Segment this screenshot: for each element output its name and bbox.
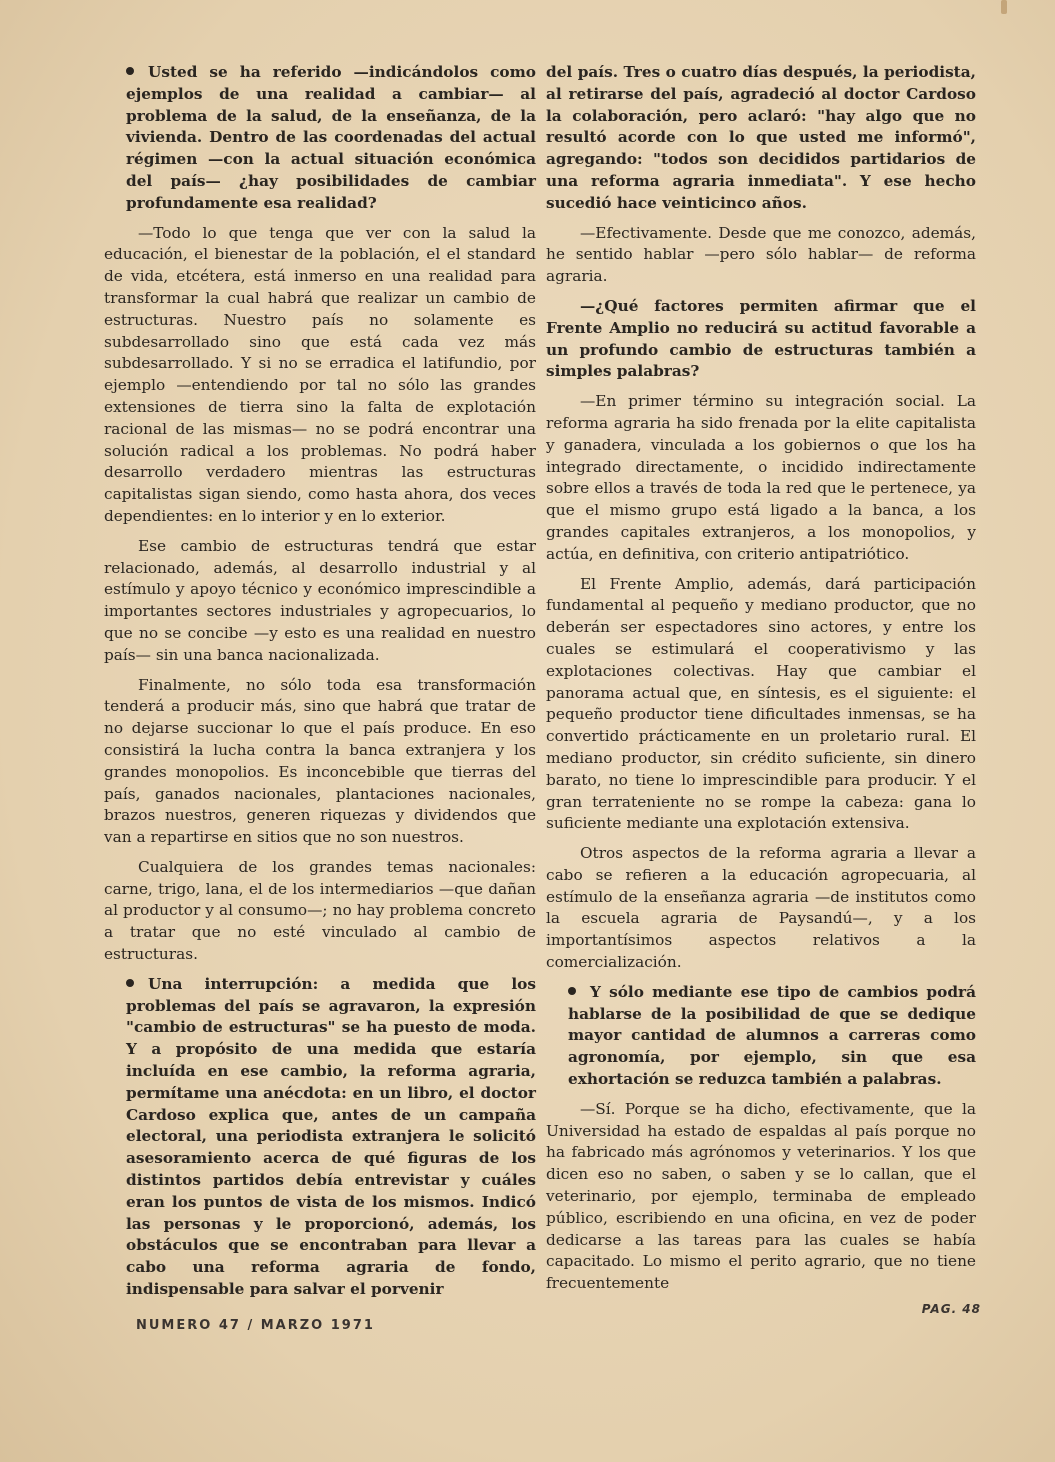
answer-paragraph: Ese cambio de estructuras tendrá que estar relacionado, además, al desarrollo industrial y al estímulo y apoyo técnico y económico imprescindible a importantes sectores industriales y agropecuarios, lo que no se concibe —y esto es una realidad en nuestro país— sin una banca nacionalizada. [104,536,536,664]
ink-smudge [1001,0,1007,14]
question-paragraph [546,982,976,1091]
bullet-icon [126,67,134,75]
answer-paragraph: Otros aspectos de la reforma agraria a llevar a cabo se refieren a la educación agropecuaria, al estímulo de la enseñanza agraria —de institutos como la escuela agraria de Paysandú—, y a los importantísimos aspectos relativos a la comercialización. [546,844,976,972]
answer-paragraph: El Frente Amplio, además, dará participación fundamental al pequeño y mediano productor, que no deberán ser espectadores sino actores, y entre los cuales se estimulará el cooperativismo y las explotaciones colectivas. Hay que cambiar el panorama actual que, en síntesis, es el siguiente: el pequeño productor tiene dificultades inmensas, se ha convertido prácticamente en un proletario rural. El mediano productor, sin crédito suficiente, sin dinero barato, no tiene lo imprescindible para producir. Y el gran terrateniente no se rompe la cabeza: gana lo suficiente mediante una explotación extensiva. [546,574,976,833]
question-paragraph [104,62,536,215]
paragraph-text: Una interrupción: a medida que los problemas del país se agravaron, la expresión "cambio de estructuras" se ha puesto de moda. Y a propósito de una medida que estaría incluída en ese cambio, la reforma agraria, permítame una anécdota: en un libro, el doctor Cardoso explica que, antes de un campaña electoral, una periodista extranjera le solicitó asesoramiento acerca de qué figuras de los distintos partidos debía entrevistar y cuáles eran los puntos de vista de los mismos. Indicó las personas y le proporcionó, además, los obstáculos que se encontraban para llevar a cabo una reforma agraria de fondo, indispensable para salvar el porvenir [126,974,536,1299]
question-paragraph: —¿Qué factores permiten afirmar que el Frente Amplio no reducirá su actitud favorable a un profundo cambio de estructuras también a simples palabras? [546,296,976,381]
paragraph-text: Y sólo mediante ese tipo de cambios podrá hablarse de la posibilidad de que se dedique mayor cantidad de alumnos a carreras como agronomía, por ejemplo, sin que esa exhortación se reduzca también a palabras. [568,982,976,1089]
paragraph-text: Usted se ha referido —indicándolos como ejemplos de una realidad a cambiar— al problema de la salud, de la enseñanza, de la vivienda. Dentro de las coordenadas del actual régimen —con la actual situación económica del país— ¿hay posibilidades de cambiar profundamente esa realidad? [126,63,536,212]
answer-paragraph: Finalmente, no sólo toda esa transformación tenderá a producir más, sino que habrá que tratar de no dejarse succionar lo que el país produce. En eso consistirá la lucha contra la banca extranjera y los grandes monopolios. Es inconcebible que tierras del país, ganados nacionales, plantaciones nacionales, brazos nuestros, generen riquezas y dividendos que van a repartirse en sitios que no son nuestros. [104,675,536,847]
answer-paragraph: —Sí. Porque se ha dicho, efectivamente, que la Universidad ha estado de espaldas al país porque no ha fabricado más agrónomos y veterinarios. Y los que dicen eso no saben, o saben y se lo callan, que el veterinario, por ejemplo, terminaba de empleado público, escribiendo en una oficina, en vez de poder dedicarse a las tareas para las cuales se había capacitado. Lo mismo el perito agrario, que no tiene frecuentemente [546,1099,976,1293]
bullet-icon [126,979,134,987]
issue-footer: NUMERO 47 / MARZO 1971 [136,1318,375,1333]
answer-paragraph: —En primer término su integración social. La reforma agraria ha sido frenada por la elite capitalista y ganadera, vinculada a los gobiernos o que los ha integrado directamente, o incidido indirectamente sobre ellos a través de toda la red que le pertenece, ya que el mismo grupo está ligado a la banca, a los grandes capitales extranjeros, a los monopolios, y actúa, en definitiva, con criterio antipatriótico. [546,392,976,563]
left-column [104,62,536,1309]
right-column [546,62,976,1303]
answer-paragraph: —Todo lo que tenga que ver con la salud la educación, el bienestar de la población, el el standard de vida, etcétera, está inmerso en una realidad para transformar la cual habrá que realizar un cambio de estructuras. Nuestro país no solamente es subdesarrollado sino que está cada vez más subdesarrollado. Y si no se erradica el latifundio, por ejemplo —entendiendo por tal no sólo las grandes extensiones de tierra sino la falta de explotación racional de las mismas— no se podrá encontrar una solución radical a los problemas. No podrá haber desarrollo verdadero mientras las estructuras capitalistas sigan siendo, como hasta ahora, dos veces dependientes: en lo interior y en lo exterior. [104,223,536,525]
answer-paragraph: —Efectivamente. Desde que me conozco, además, he sentido hablar —pero sólo hablar— de reforma agraria. [546,223,976,286]
question-continuation: del país. Tres o cuatro días después, la periodista, al retirarse del país, agradeció al doctor Cardoso la colaboración, pero aclaró: "hay algo que no resultó acorde con lo que usted me informó", agregando: "todos son decididos partidarios de una reforma agraria inmediata". Y ese hecho sucedió hace veinticinco años. [546,63,976,212]
answer-paragraph: Cualquiera de los grandes temas nacionales: carne, trigo, lana, el de los intermediarios —que dañan al productor y al consumo—; no hay problema concreto a tratar que no esté vinculado al cambio de estructuras. [104,857,536,964]
page-number: PAG. 48 [921,1302,981,1316]
question-paragraph [104,974,536,1301]
bullet-icon [568,987,576,995]
